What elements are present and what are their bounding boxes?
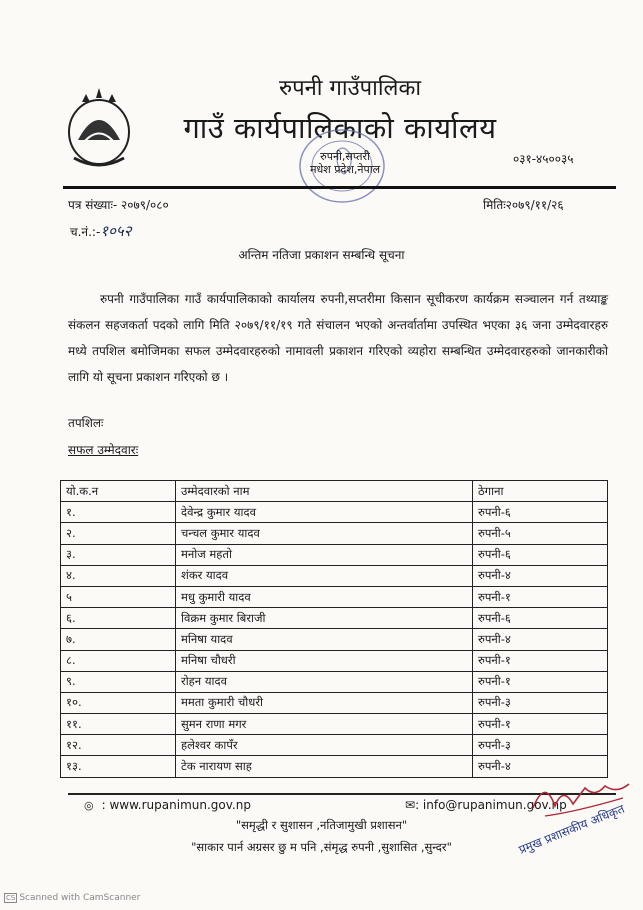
successful-candidates-heading: सफल उम्मेदवारः — [68, 443, 139, 457]
cell-serial: ९. — [61, 671, 176, 692]
cell-address: रुपनी-१ — [473, 650, 608, 671]
cell-address: रुपनी-१ — [473, 671, 608, 692]
slogan-line-2: "साकार पार्न अग्रसर छु म पनि ,संमृद्ध रुपनी ,सुशासित ,सुन्दर" — [191, 840, 452, 854]
table-row — [61, 650, 608, 671]
cell-address: रुपनी-४ — [473, 756, 608, 777]
table-row — [61, 671, 608, 692]
notice-body: रुपनी गाउँपालिका गाउँ कार्यपालिकाको कार्यालय रुपनी,सप्तरीमा किसान सूचीकरण कार्यक्रम सञ्चालन गर्न तथ्याङ्क संकलन सहजकर्ता पदको लागि मिति २०७९/११/१९ गते संचालन भएको अन्तर्वार्तामा उपस्थित भएका ३६ जना उम्मेदवारहरु मध्ये तपशिल बमोजिमका सफल उम्मेदवारहरुको नामावली प्रकाशन गरिएको व्यहोरा सम्बन्धित उम्मेदवारहरुको जानकारीको लागि यो सूचना प्रकाशन गरिएको छ । — [68, 292, 608, 384]
table-row — [61, 502, 608, 523]
cell-serial: ८. — [61, 650, 176, 671]
cell-name: ममता कुमारी चौधरी — [176, 692, 473, 713]
watermark-text: Scanned with CamScanner — [19, 893, 141, 903]
cell-address: रुपनी-३ — [473, 735, 608, 756]
table-row — [61, 586, 608, 607]
seal-line3: रुपनी,सप्तरी — [320, 150, 370, 163]
cell-address: रुपनी-४ — [473, 565, 608, 586]
office-name: गाउँ कार्यपालिकाको कार्यालय — [183, 111, 497, 145]
slogan-line-1: "समृद्धी र सुशासन ,नतिजामुखी प्रशासन" — [235, 818, 408, 832]
cell-name: विक्रम कुमार बिराजी — [176, 608, 473, 629]
cell-name: चन्चल कुमार यादव — [176, 523, 473, 544]
table-header-row — [61, 481, 608, 502]
details-label: तपशिलः — [68, 416, 104, 430]
cell-name: मनोज महतो — [176, 544, 473, 565]
seal-line4: मधेश प्रदेश,नेपाल — [309, 163, 381, 176]
cell-name: मनिषा यादव — [176, 629, 473, 650]
phone-number: ०३१-४५००३५ — [513, 152, 574, 166]
cell-serial: १३. — [61, 756, 176, 777]
cell-serial: ७. — [61, 629, 176, 650]
table-row — [61, 544, 608, 565]
cell-address: रुपनी-१ — [473, 714, 608, 735]
cell-name: शंकर यादव — [176, 565, 473, 586]
cell-name: हलेश्वर कापँर — [176, 735, 473, 756]
camscanner-logo-icon: CS — [6, 894, 16, 902]
camscanner-watermark — [4, 893, 140, 903]
municipality-name: रुपनी गाउँपालिका — [278, 76, 422, 101]
cell-address: रुपनी-१ — [473, 586, 608, 607]
cell-address: रुपनी-६ — [473, 502, 608, 523]
dispatch-number — [70, 221, 132, 241]
cell-serial: ५ — [61, 586, 176, 607]
cell-name: टेक नारायण साह — [176, 756, 473, 777]
notice-subject: अन्तिम नतिजा प्रकाशन सम्बन्धि सूचना — [238, 248, 405, 262]
cell-name: मधु कुमारी यादव — [176, 586, 473, 607]
letter-number: पत्र संख्याः- २०७९/०८० — [68, 198, 169, 212]
dispatch-label: च.नं.:- — [70, 225, 101, 239]
nepal-emblem-icon — [64, 80, 134, 170]
table-row — [61, 523, 608, 544]
website-text: : www.rupanimun.gov.np — [101, 798, 251, 812]
cell-serial: ११. — [61, 714, 176, 735]
seal-text — [300, 150, 390, 176]
cell-serial: ६. — [61, 608, 176, 629]
globe-icon: ◎ — [84, 799, 94, 812]
cell-serial: ३. — [61, 544, 176, 565]
cell-address: रुपनी-६ — [473, 544, 608, 565]
cell-serial: १२. — [61, 735, 176, 756]
cell-serial: १०. — [61, 692, 176, 713]
header-serial: यो.क.न — [61, 481, 176, 502]
header-name: उम्मेदवारको नाम — [176, 481, 473, 502]
cell-address: रुपनी-६ — [473, 608, 608, 629]
cell-name: मनिषा चौधरी — [176, 650, 473, 671]
cell-address: रुपनी-५ — [473, 523, 608, 544]
table-row — [61, 735, 608, 756]
table-row — [61, 629, 608, 650]
cell-serial: ४. — [61, 565, 176, 586]
cell-name: देवेन्द्र कुमार यादव — [176, 502, 473, 523]
letter-date: मितिः२०७९/११/२६ — [483, 198, 564, 212]
cell-address: रुपनी-३ — [473, 692, 608, 713]
table-row — [61, 692, 608, 713]
header-address: ठेगाना — [473, 481, 608, 502]
candidates-table — [60, 480, 608, 778]
table-row — [61, 565, 608, 586]
cell-serial: २. — [61, 523, 176, 544]
cell-address: रुपनी-४ — [473, 629, 608, 650]
dispatch-value: १०५२ — [100, 222, 132, 240]
cell-serial: १. — [61, 502, 176, 523]
table-row — [61, 714, 608, 735]
mail-icon: ✉ — [405, 798, 416, 812]
cell-name: सुमन राणा मगर — [176, 714, 473, 735]
website-link[interactable] — [84, 798, 251, 812]
cell-name: रोहन यादव — [176, 671, 473, 692]
email-text: : info@rupanimun.gov.np — [415, 798, 567, 812]
chief-officer-stamp: प्रमुख प्रशासकीय अधिकृत — [516, 801, 627, 857]
header-divider — [63, 186, 616, 189]
table-row — [61, 608, 608, 629]
